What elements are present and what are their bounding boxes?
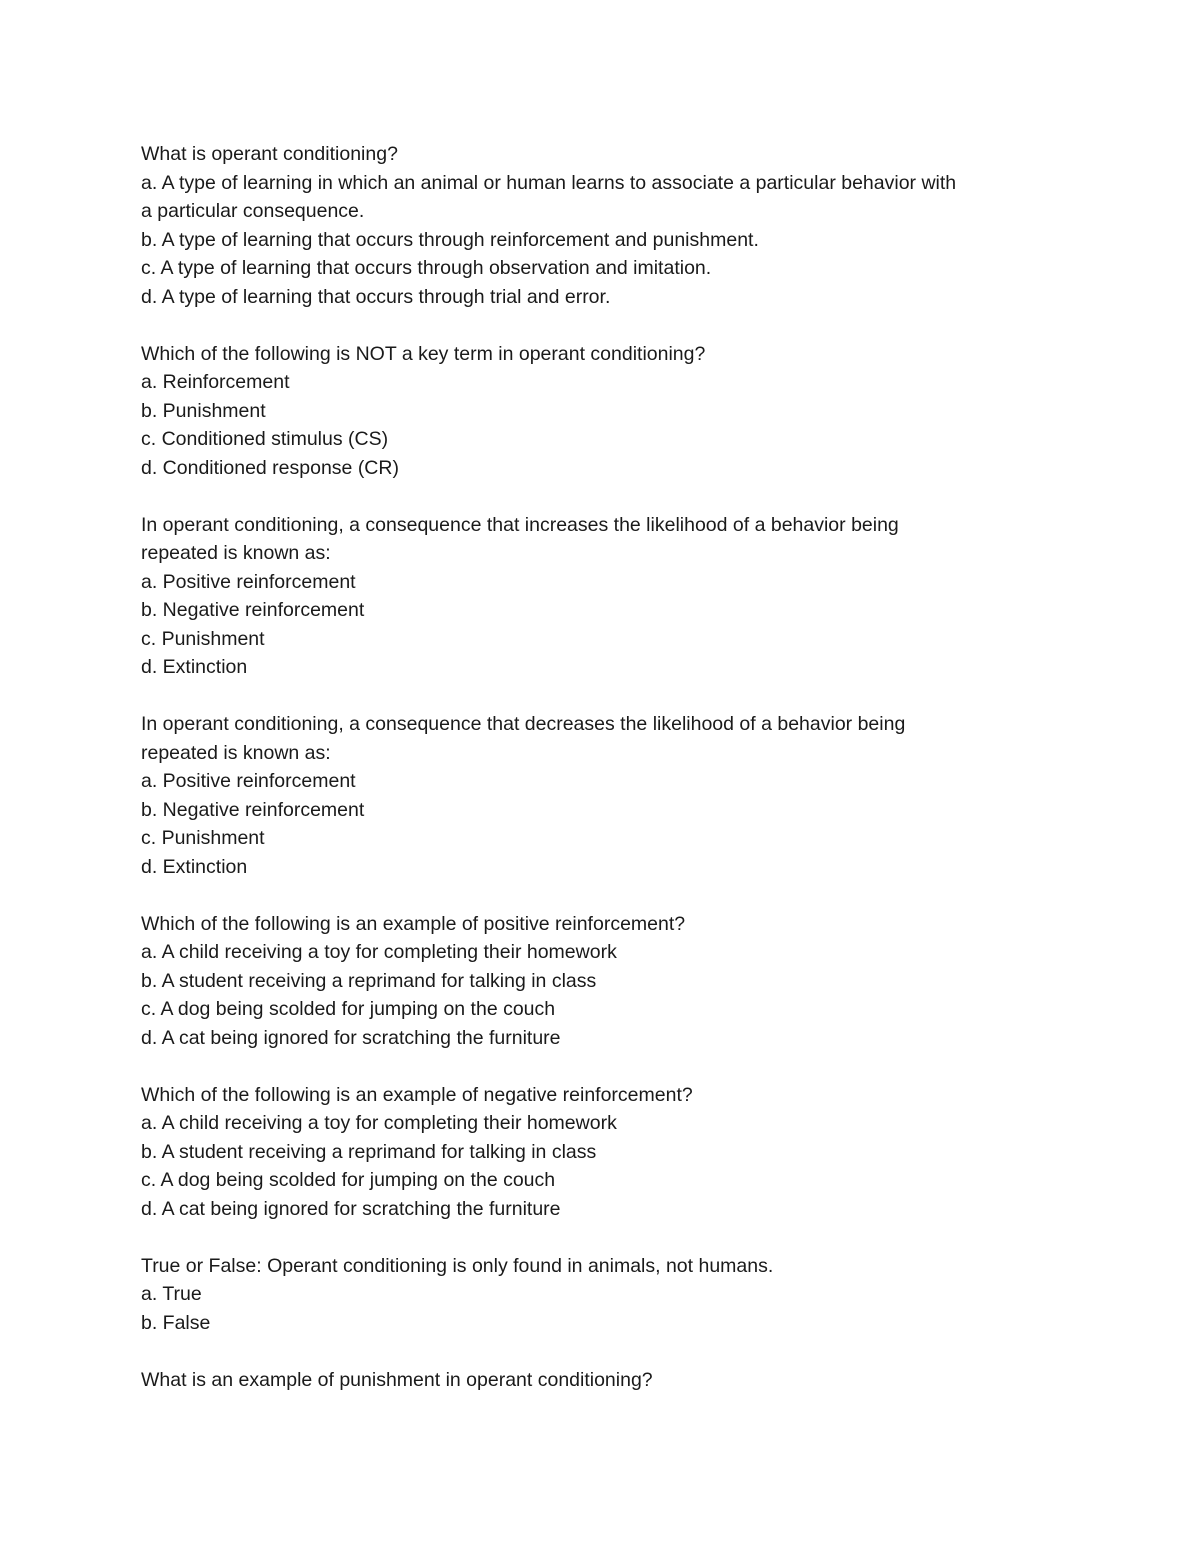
- question-text: What is an example of punishment in operant conditioning?: [141, 1368, 653, 1391]
- question-block: [141, 1252, 1061, 1338]
- question-text: Which of the following is an example of positive reinforcement?: [141, 912, 686, 935]
- answer-option-continued: a particular consequence.: [141, 200, 365, 222]
- answer-option: b. False: [141, 1311, 211, 1334]
- answer-option: c. A dog being scolded for jumping on the couch: [141, 998, 556, 1020]
- answer-option: b. Negative reinforcement: [141, 798, 365, 821]
- answer-option: d. A cat being ignored for scratching the furniture: [141, 1026, 561, 1049]
- answer-option: b. A student receiving a reprimand for talking in class: [141, 969, 597, 992]
- answer-option: a. True: [141, 1283, 202, 1305]
- question-text: In operant conditioning, a consequence that increases the likelihood of a behavior being: [141, 513, 899, 536]
- question-text: Which of the following is NOT a key term in operant conditioning?: [141, 342, 706, 365]
- answer-option: d. A cat being ignored for scratching the furniture: [141, 1197, 561, 1220]
- question-block: [141, 340, 1061, 483]
- answer-option: c. A type of learning that occurs through observation and imitation.: [141, 257, 712, 279]
- answer-option: c. Punishment: [141, 827, 265, 849]
- answer-option: a. A child receiving a toy for completing their homework: [141, 1112, 617, 1134]
- answer-option: b. Negative reinforcement: [141, 599, 365, 621]
- answer-option: c. A dog being scolded for jumping on the couch: [141, 1169, 556, 1191]
- answer-option: c. Conditioned stimulus (CS): [141, 428, 389, 450]
- answer-option: d. Extinction: [141, 855, 248, 878]
- question-block: [141, 511, 1061, 682]
- question-block: [141, 1081, 1061, 1224]
- answer-option: d. A type of learning that occurs through trial and error.: [141, 285, 611, 308]
- question-text-continued: repeated is known as:: [141, 542, 331, 564]
- question-block: [141, 140, 1061, 311]
- answer-option: a. Positive reinforcement: [141, 770, 356, 792]
- answer-option: d. Conditioned response (CR): [141, 456, 399, 479]
- answer-option: b. Punishment: [141, 399, 266, 422]
- document-page: [141, 140, 1061, 1423]
- question-text: Which of the following is an example of negative reinforcement?: [141, 1083, 693, 1106]
- question-text: In operant conditioning, a consequence that decreases the likelihood of a behavior being: [141, 713, 906, 735]
- question-text: True or False: Operant conditioning is only found in animals, not humans.: [141, 1254, 774, 1277]
- answer-option: a. A type of learning in which an animal or human learns to associate a particular behavior with: [141, 171, 957, 194]
- answer-option: a. Reinforcement: [141, 371, 290, 393]
- answer-option: d. Extinction: [141, 656, 248, 678]
- answer-option: a. A child receiving a toy for completing their homework: [141, 941, 617, 963]
- question-block: [141, 1366, 1061, 1395]
- answer-option: b. A student receiving a reprimand for talking in class: [141, 1140, 597, 1163]
- question-text: What is operant conditioning?: [141, 143, 398, 165]
- answer-option: a. Positive reinforcement: [141, 570, 356, 593]
- answer-option: c. Punishment: [141, 627, 265, 650]
- question-text-continued: repeated is known as:: [141, 741, 331, 764]
- question-block: [141, 710, 1061, 881]
- question-block: [141, 910, 1061, 1053]
- answer-option: b. A type of learning that occurs through reinforcement and punishment.: [141, 228, 759, 251]
